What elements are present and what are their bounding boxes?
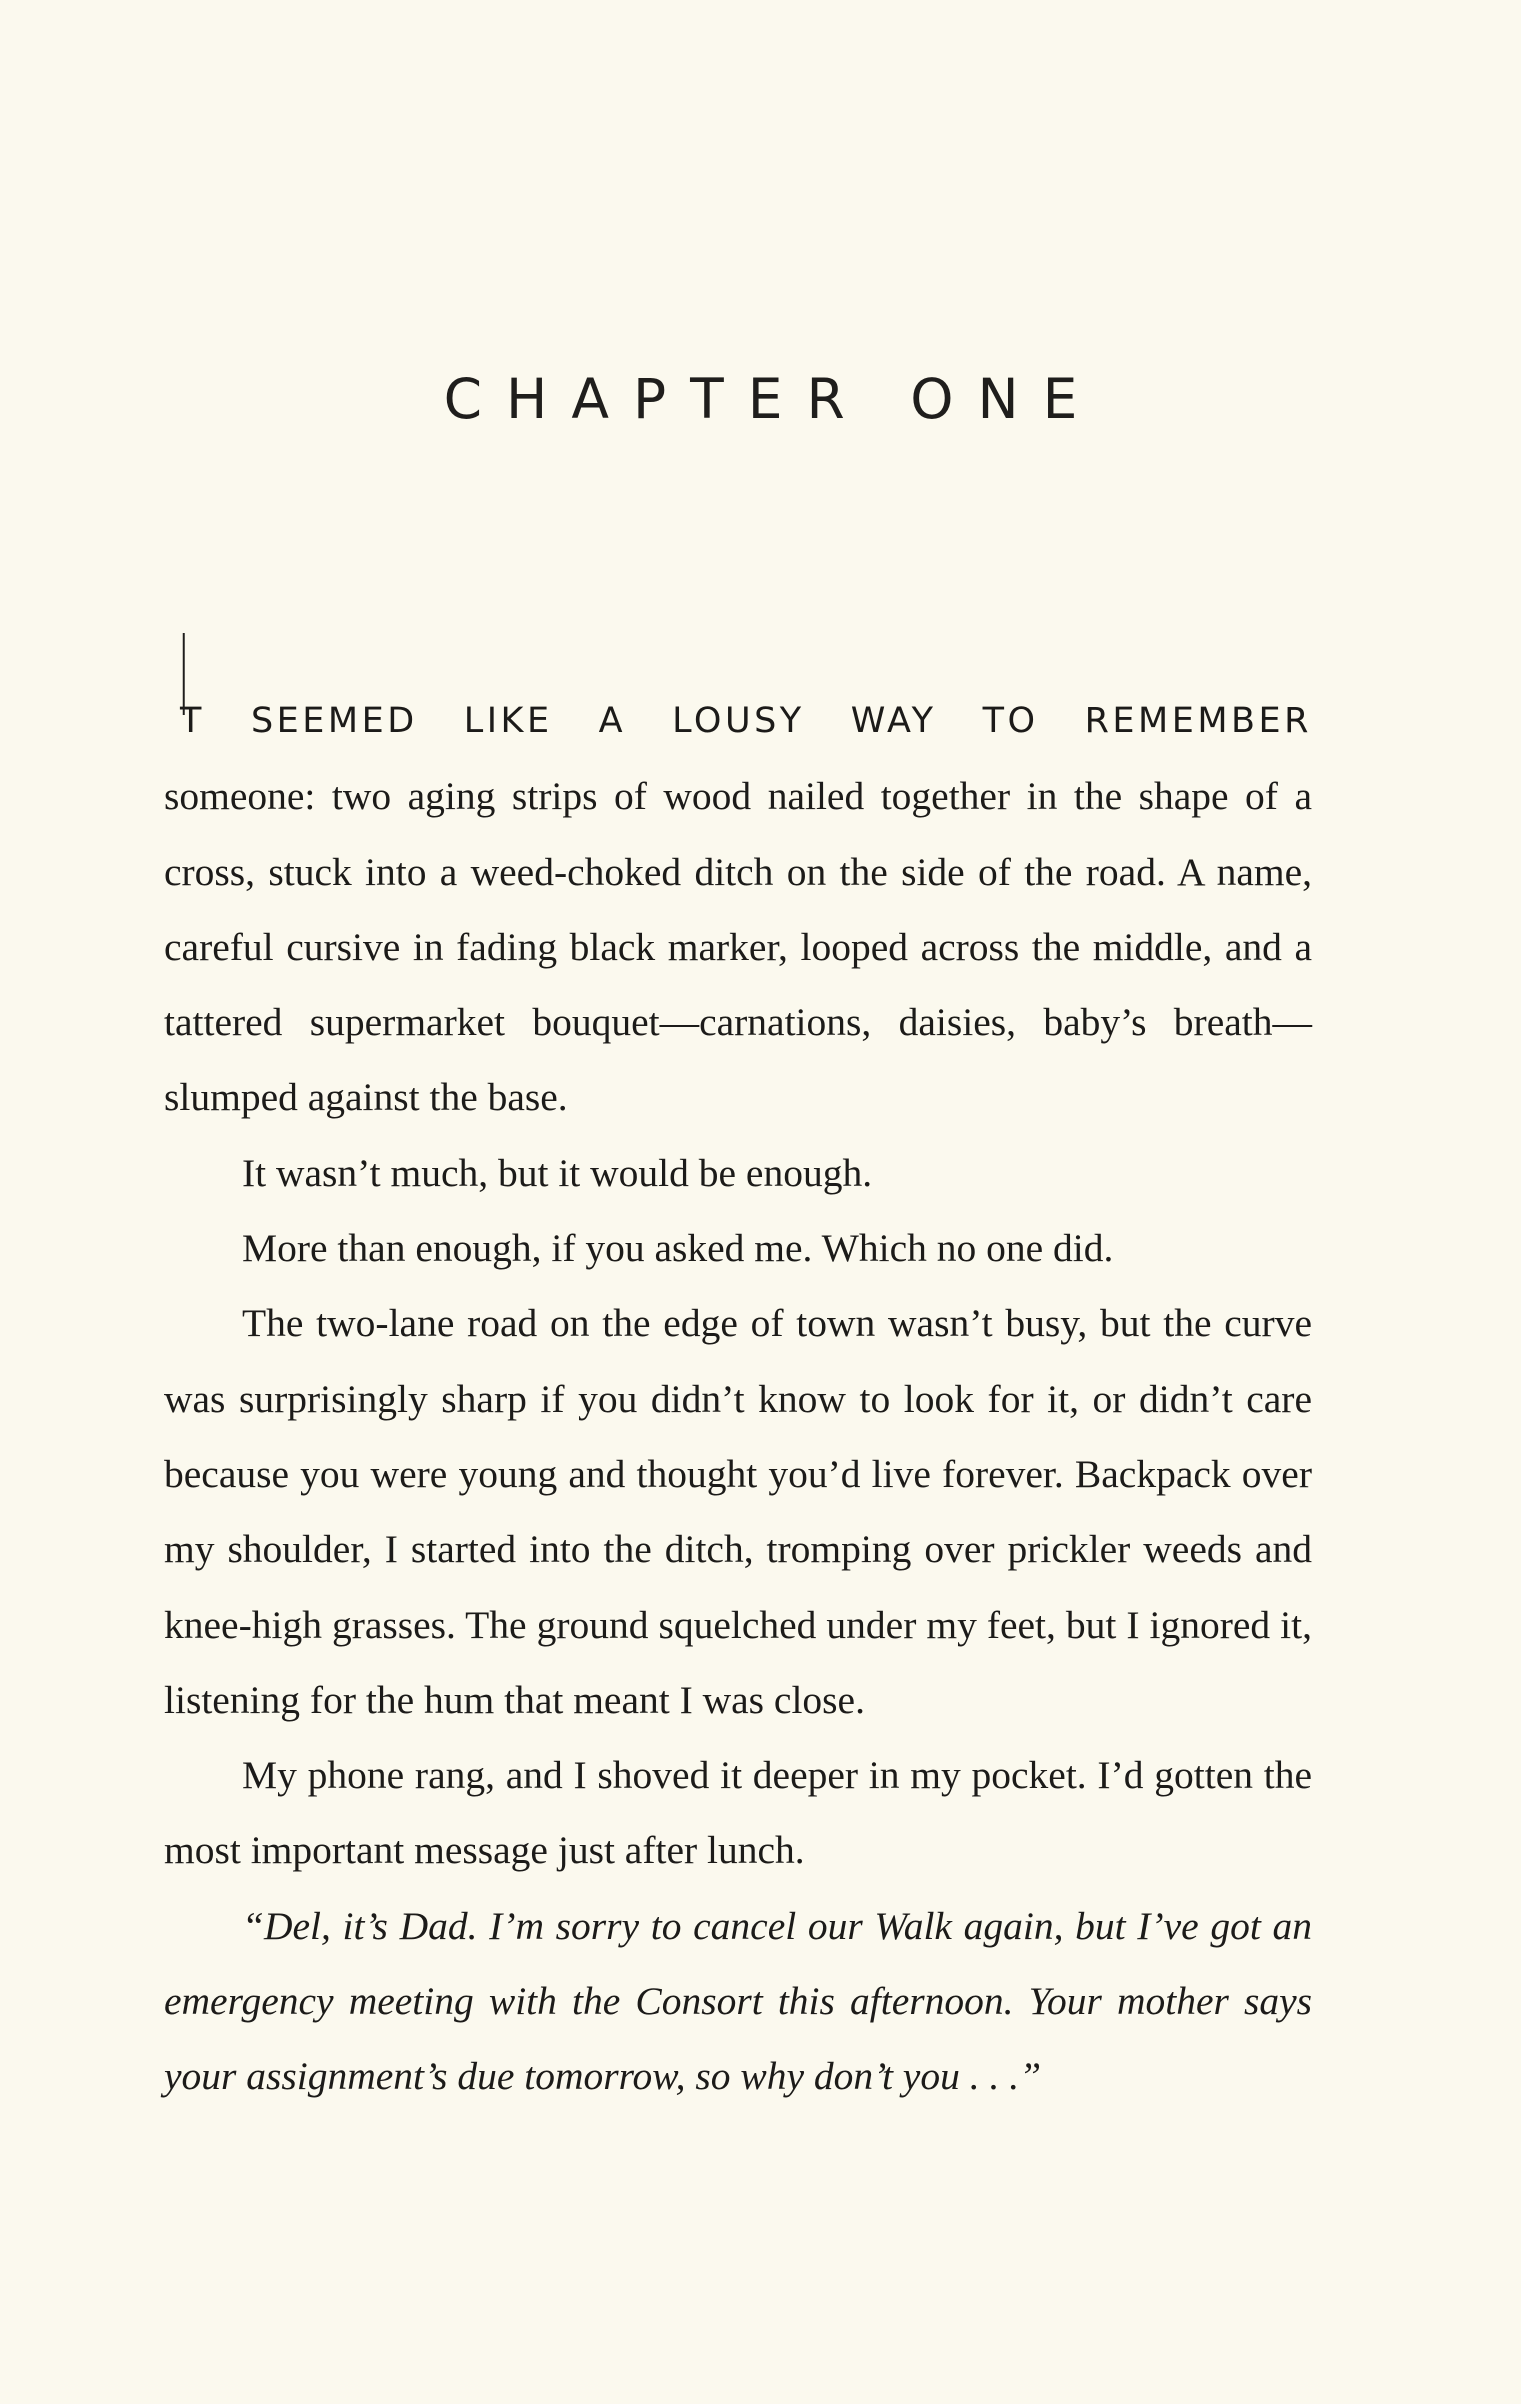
paragraph: More than enough, if you asked me. Which no one did. xyxy=(242,1226,1114,1271)
chapter-body xyxy=(164,612,1312,2115)
opening-paragraph-text: someone: two aging strips of wood nailed together in the shape of a cross, stuck into a weed-choked ditch on the side of the road. A name, careful cursive in fading black marker, looped across the middle, and a tattered supermarket bouquet—carnations, daisies, baby’s breath—slumped against the base. xyxy=(164,774,1312,1120)
voicemail-quote: “Del, it’s Dad. I’m sorry to cancel our Walk again, but I’ve got an emergency meeting with the Consort this afternoon. Your mother says your assignment’s due tomorrow, so why don’t you . . .” xyxy=(164,1903,1312,2099)
paragraph: My phone rang, and I shoved it deeper in my pocket. I’d gotten the most important message just after lunch. xyxy=(164,1753,1312,1873)
paragraph: It wasn’t much, but it would be enough. xyxy=(242,1150,873,1195)
small-caps-lead-in: T SEEMED LIKE A LOUSY WAY TO REMEMBER xyxy=(180,701,1312,741)
drop-cap-letter: I xyxy=(178,612,190,742)
paragraph: The two-lane road on the edge of town wasn’t busy, but the curve was surprisingly sharp if you didn’t know to look for it, or didn’t care because you were young and thought you’d live forever. Backpack over my shoulder, I started into the ditch, tromping over prickler weeds and knee-high grasses. The ground squelched under my feet, but I ignored it, listening for the hum that meant I was close. xyxy=(164,1301,1312,1722)
opening-paragraph xyxy=(164,612,1312,1136)
chapter-title: CHAPTER ONE xyxy=(443,367,1102,431)
